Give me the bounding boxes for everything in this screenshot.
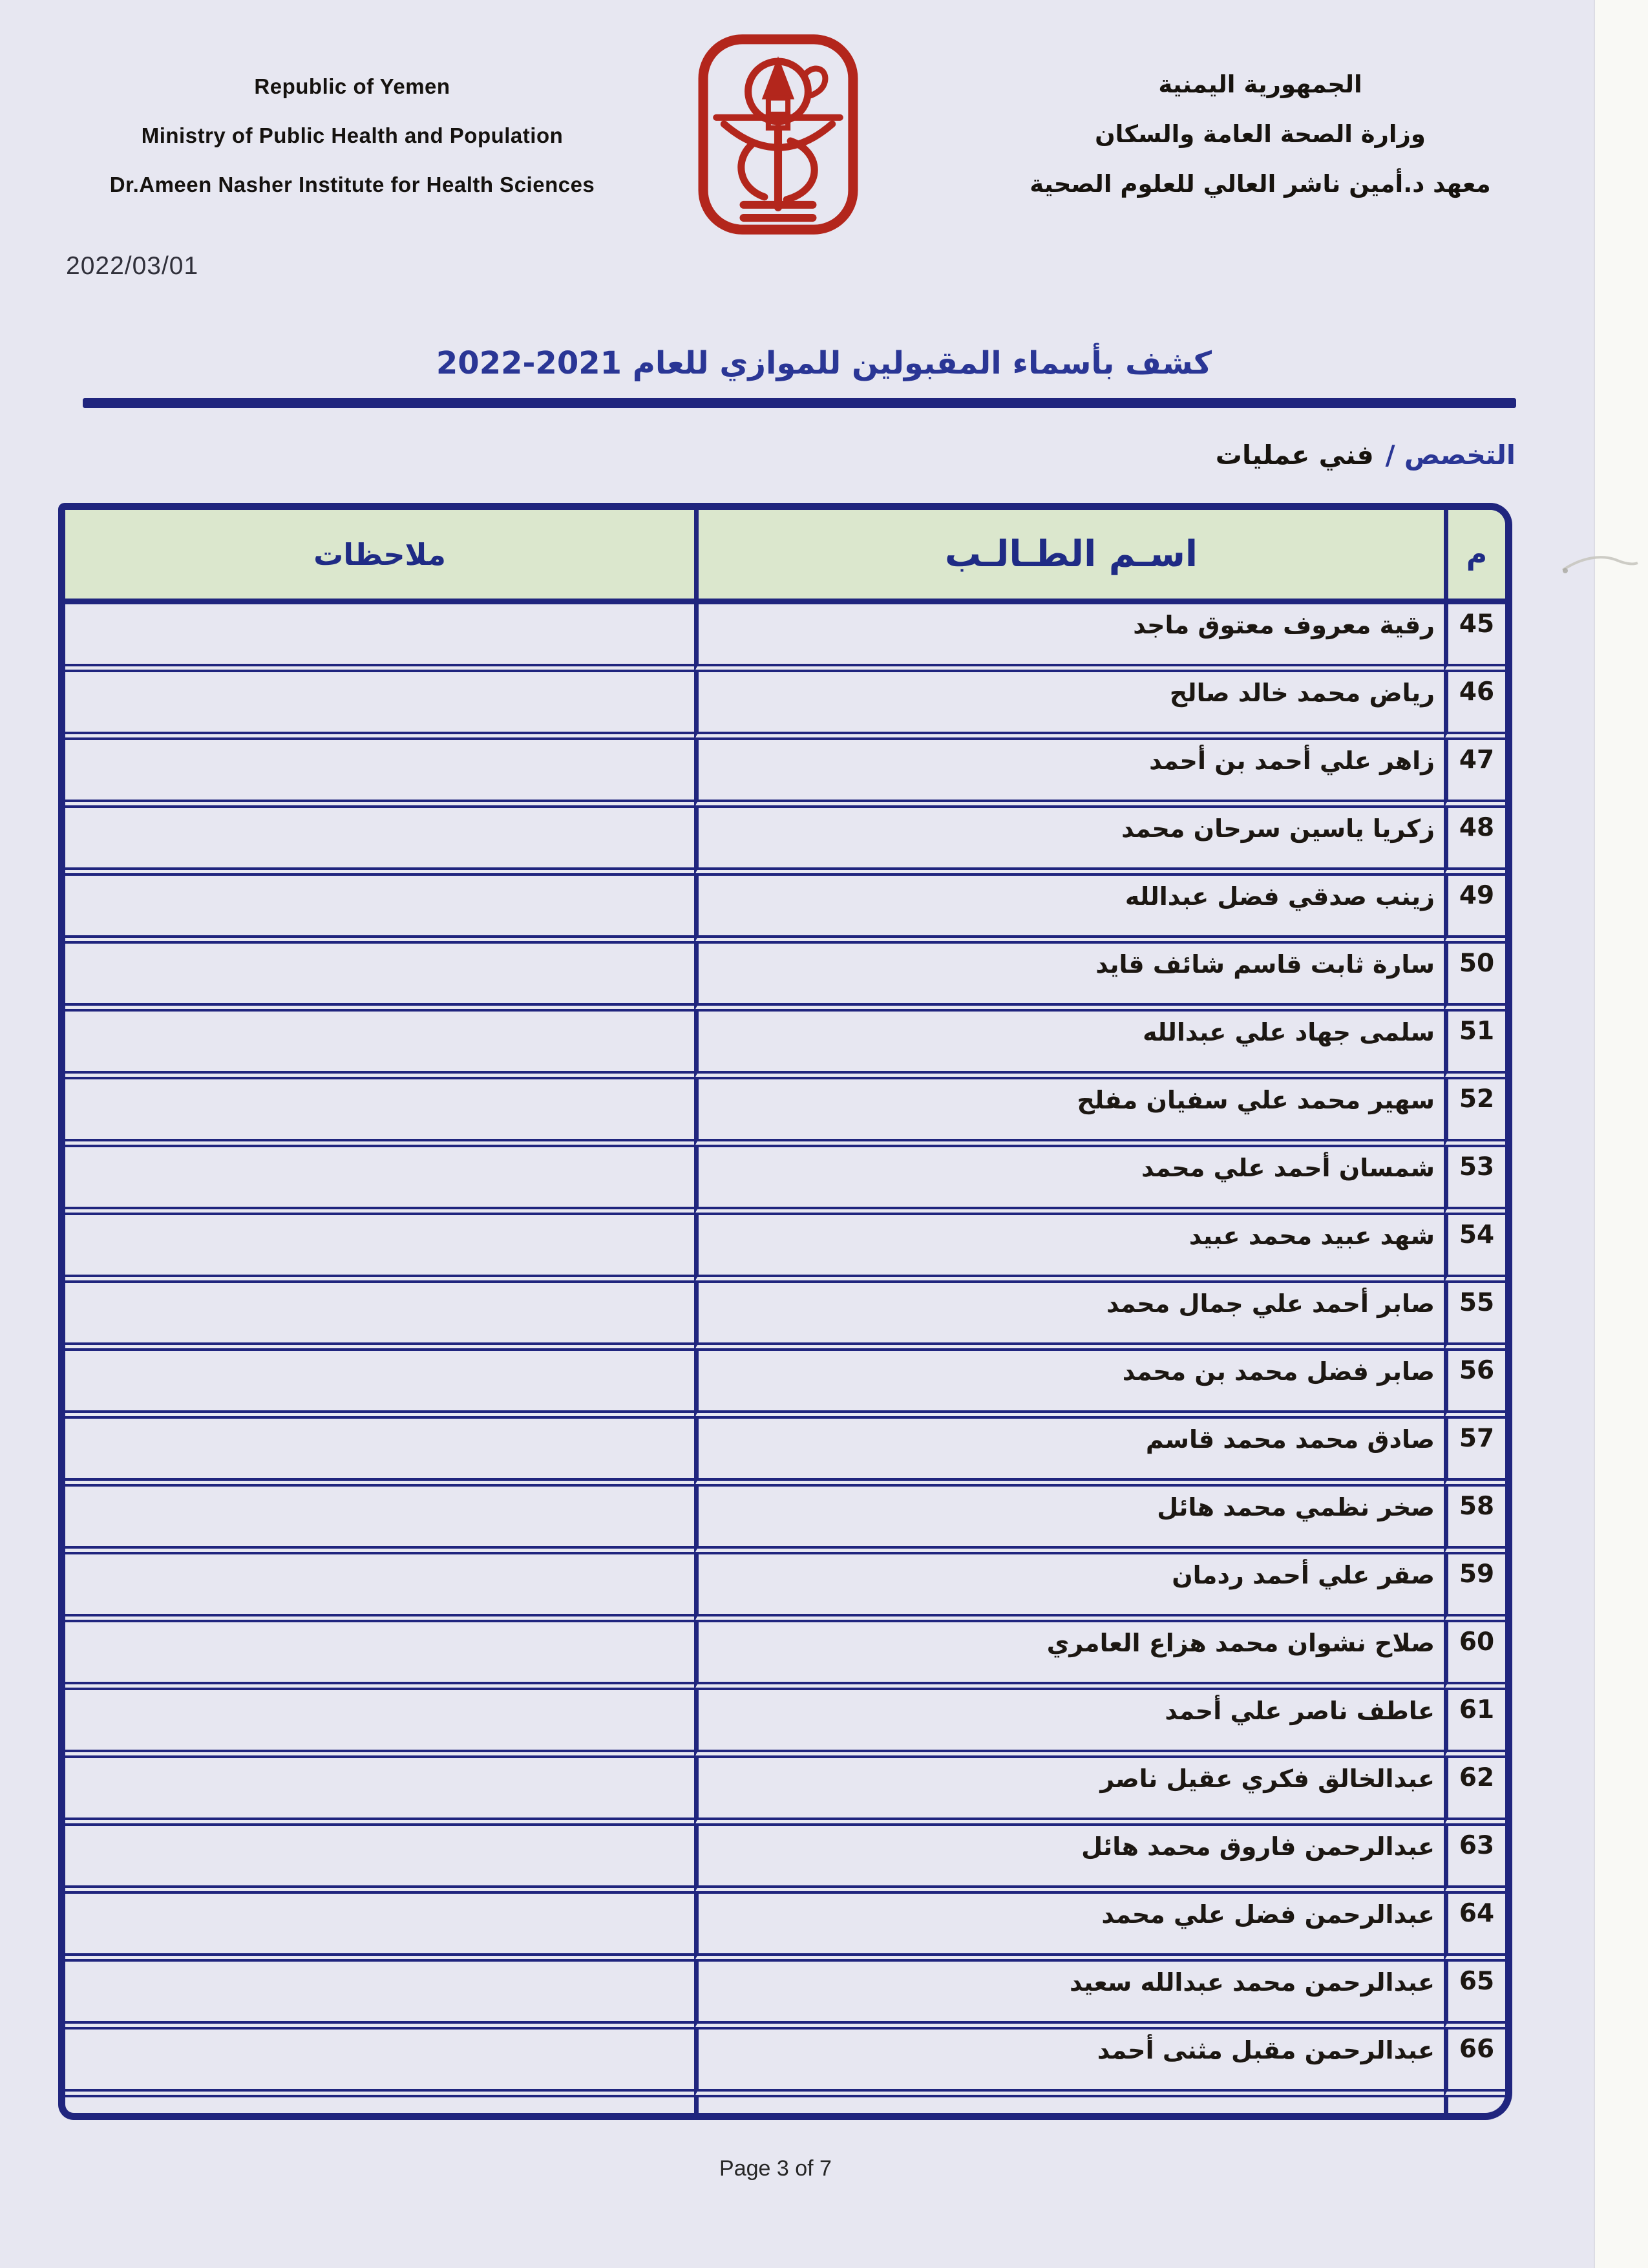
letterhead-en-line1: Republic of Yemen — [254, 74, 450, 98]
row-name: عبدالرحمن فاروق محمد هائل — [694, 1826, 1444, 1894]
row-number: 58 — [1444, 1487, 1505, 1554]
students-table — [58, 503, 1512, 2120]
table-body — [65, 604, 1505, 2097]
row-number: 57 — [1444, 1419, 1505, 1487]
row-notes — [65, 944, 694, 1012]
row-number: 47 — [1444, 740, 1505, 808]
row-number: 61 — [1444, 1690, 1505, 1758]
table-row — [65, 1554, 1505, 1622]
row-notes — [65, 1419, 694, 1487]
row-number: 66 — [1444, 2030, 1505, 2097]
row-name: عبدالرحمن فضل علي محمد — [694, 1894, 1444, 1962]
table-row — [65, 1487, 1505, 1554]
letterhead-english — [100, 62, 604, 209]
specialty-line — [1216, 440, 1516, 471]
row-number: 59 — [1444, 1554, 1505, 1622]
row-number: 50 — [1444, 944, 1505, 1012]
document-title — [0, 345, 1648, 381]
specialty-value: فني عمليات — [1215, 440, 1374, 471]
row-notes — [65, 1962, 694, 2030]
row-notes — [65, 876, 694, 944]
row-name: صادق محمد محمد قاسم — [694, 1419, 1444, 1487]
row-notes — [65, 1894, 694, 1962]
letterhead-ar-line3: معهد د.أمين ناشر العالي للعلوم الصحية — [1030, 170, 1491, 198]
row-name: صقر علي أحمد ردمان — [694, 1554, 1444, 1622]
row-notes — [65, 1283, 694, 1351]
row-name: صابر فضل محمد بن محمد — [694, 1351, 1444, 1419]
specialty-label: التخصص / — [1385, 440, 1516, 471]
row-number: 45 — [1444, 604, 1505, 672]
letterhead-en-line3: Dr.Ameen Nasher Institute for Health Sciences — [109, 173, 595, 196]
title-years: 2022-2021 — [436, 345, 622, 381]
row-name: سلمى جهاد علي عبدالله — [694, 1012, 1444, 1079]
row-number: 52 — [1444, 1079, 1505, 1147]
row-name: زينب صدقي فضل عبدالله — [694, 876, 1444, 944]
table-header-row — [65, 510, 1505, 604]
page-footer: Page 3 of 7 — [719, 2156, 832, 2181]
letterhead-arabic — [1008, 59, 1512, 209]
row-number: 62 — [1444, 1758, 1505, 1826]
row-name: سارة ثابت قاسم شائف قايد — [694, 944, 1444, 1012]
table-row — [65, 2030, 1505, 2097]
row-notes — [65, 1012, 694, 1079]
row-number: 53 — [1444, 1147, 1505, 1215]
row-number: 65 — [1444, 1962, 1505, 2030]
row-notes — [65, 1554, 694, 1622]
column-header-number: م — [1444, 510, 1505, 604]
title-text: كشف بأسماء المقبولين للموازي للعام — [632, 345, 1212, 381]
table-row — [65, 740, 1505, 808]
row-number: 54 — [1444, 1215, 1505, 1283]
row-notes — [65, 1690, 694, 1758]
table-row — [65, 1079, 1505, 1147]
row-name: صلاح نشوان محمد هزاع العامري — [694, 1622, 1444, 1690]
letterhead-ar-line2: وزارة الصحة العامة والسكان — [1095, 120, 1426, 148]
row-name: عاطف ناصر علي أحمد — [694, 1690, 1444, 1758]
row-name: عبدالرحمن محمد عبدالله سعيد — [694, 1962, 1444, 2030]
row-notes — [65, 808, 694, 876]
paper-scuff-mark — [1559, 548, 1643, 580]
row-number: 55 — [1444, 1283, 1505, 1351]
document-date: 2022/03/01 — [66, 252, 199, 280]
row-number: 63 — [1444, 1826, 1505, 1894]
row-number: 56 — [1444, 1351, 1505, 1419]
column-header-name: اسـم الطـالـب — [694, 510, 1444, 604]
row-notes — [65, 1079, 694, 1147]
row-notes — [65, 1215, 694, 1283]
row-name: صابر أحمد علي جمال محمد — [694, 1283, 1444, 1351]
table-row — [65, 1826, 1505, 1894]
table-row — [65, 1758, 1505, 1826]
table-row — [65, 1962, 1505, 2030]
row-notes — [65, 604, 694, 672]
table-row — [65, 1147, 1505, 1215]
table-row — [65, 1283, 1505, 1351]
row-name: شمسان أحمد علي محمد — [694, 1147, 1444, 1215]
table-row — [65, 1419, 1505, 1487]
row-number: 46 — [1444, 672, 1505, 740]
table-row — [65, 1012, 1505, 1079]
table-row — [65, 876, 1505, 944]
table-row — [65, 1894, 1505, 1962]
table-row — [65, 1622, 1505, 1690]
row-notes — [65, 1758, 694, 1826]
row-name: عبدالرحمن مقبل مثنى أحمد — [694, 2030, 1444, 2097]
scanner-edge-strip — [1594, 0, 1648, 2268]
column-header-notes: ملاحظات — [65, 510, 694, 604]
row-number: 49 — [1444, 876, 1505, 944]
row-notes — [65, 1351, 694, 1419]
row-notes — [65, 740, 694, 808]
table-row — [65, 1351, 1505, 1419]
title-underline-rule — [83, 398, 1516, 408]
table-row — [65, 1215, 1505, 1283]
table-row — [65, 672, 1505, 740]
row-name: رياض محمد خالد صالح — [694, 672, 1444, 740]
ministry-health-emblem-icon — [697, 32, 860, 237]
table-row — [65, 604, 1505, 672]
row-name: سهير محمد علي سفيان مفلح — [694, 1079, 1444, 1147]
row-number: 60 — [1444, 1622, 1505, 1690]
row-notes — [65, 1487, 694, 1554]
table-bottom-spacer — [65, 2097, 1505, 2113]
table-row — [65, 808, 1505, 876]
row-name: زاهر علي أحمد بن أحمد — [694, 740, 1444, 808]
row-notes — [65, 1147, 694, 1215]
row-number: 48 — [1444, 808, 1505, 876]
row-number: 64 — [1444, 1894, 1505, 1962]
row-number: 51 — [1444, 1012, 1505, 1079]
table-row — [65, 1690, 1505, 1758]
row-notes — [65, 1622, 694, 1690]
letterhead-ar-line1: الجمهورية اليمنية — [1158, 70, 1362, 98]
row-notes — [65, 1826, 694, 1894]
row-name: عبدالخالق فكري عقيل ناصر — [694, 1758, 1444, 1826]
letterhead-en-line2: Ministry of Public Health and Population — [141, 123, 564, 147]
row-name: زكريا ياسين سرحان محمد — [694, 808, 1444, 876]
row-notes — [65, 2030, 694, 2097]
row-name: شهد عبيد محمد عبيد — [694, 1215, 1444, 1283]
row-name: رقية معروف معتوق ماجد — [694, 604, 1444, 672]
row-notes — [65, 672, 694, 740]
table-row — [65, 944, 1505, 1012]
row-name: صخر نظمي محمد هائل — [694, 1487, 1444, 1554]
spacer-row — [65, 2097, 1505, 2113]
